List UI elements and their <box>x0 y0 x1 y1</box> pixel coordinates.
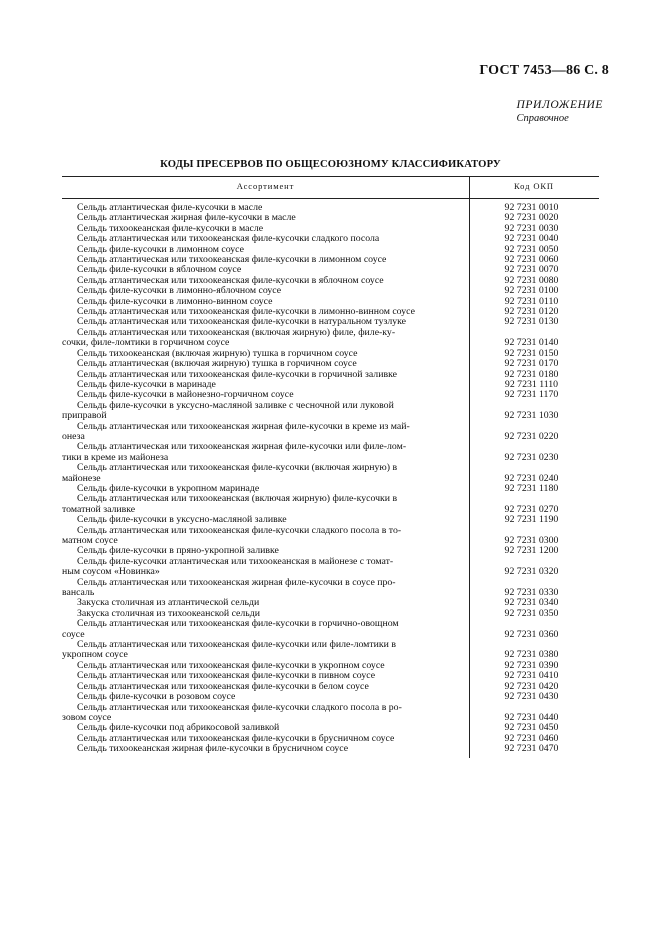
okp-code-cell: 92 7231 0130 <box>504 316 559 328</box>
annex-title: ПРИЛОЖЕНИЕ <box>516 99 603 111</box>
okp-code-cell: 92 7231 0430 <box>504 691 559 703</box>
okp-code-cell: 92 7231 0300 <box>504 535 559 546</box>
okp-code-cell: 92 7231 0230 <box>504 451 559 463</box>
column-header-assortment: Ассортимент <box>236 181 295 191</box>
assortment-cell: Сельдь атлантическая или тихоокеанская филе-кусочки в лимонно-винном соусе <box>77 306 415 318</box>
okp-code-cell: 92 7231 0360 <box>504 628 559 640</box>
assortment-cell: Сельдь атлантическая или тихоокеанская жирная филе-кусочки в соусе про- вансаль <box>62 576 396 599</box>
okp-code-cell: 92 7231 1110 <box>504 378 559 390</box>
okp-code-cell: 92 7231 1190 <box>504 514 559 526</box>
assortment-cell: Сельдь атлантическая или тихоокеанская жирная филе-кусочки или филе-лом- тики в креме из майонеза <box>62 441 407 463</box>
table-row <box>62 494 599 515</box>
okp-code-cell: 92 7231 0350 <box>504 607 559 619</box>
okp-code-cell: 92 7231 0390 <box>504 659 559 671</box>
okp-code-cell: 92 7231 0170 <box>504 358 559 370</box>
table-row <box>62 328 599 349</box>
assortment-cell: Сельдь тихоокеанская жирная филе-кусочки в брусничном соусе <box>77 743 349 755</box>
okp-code-cell: 92 7231 0420 <box>504 680 559 692</box>
assortment-cell: Сельдь атлантическая жирная филе-кусочки в масле <box>77 212 296 224</box>
okp-code-cell: 92 7231 1180 <box>504 482 559 494</box>
okp-code-cell: 92 7231 0470 <box>504 743 559 755</box>
okp-code-cell: 92 7231 0060 <box>504 254 559 266</box>
assortment-cell: Сельдь атлантическая или тихоокеанская филе-кусочки сладкого посола в то- матном соусе <box>62 524 402 546</box>
assortment-cell: Сельдь филе-кусочки в уксусно-масляной заливке с чесночной или луковой приправой <box>62 399 394 422</box>
assortment-cell: Сельдь атлантическая или тихоокеанская филе-кусочки сладкого посола в ро- зовом соусе <box>62 701 402 723</box>
okp-code-cell: 92 7231 0380 <box>504 649 559 661</box>
table-row <box>62 359 599 369</box>
okp-code-cell: 92 7231 0340 <box>504 597 559 609</box>
column-header-code: Код ОКП <box>514 181 554 191</box>
assortment-cell: Сельдь филе-кусочки в лимонно-винном соусе <box>77 295 273 307</box>
assortment-cell: Сельдь филе-кусочки в уксусно-масляной заливке <box>77 514 287 526</box>
assortment-cell: Сельдь атлантическая или тихоокеанская филе-кусочки в горчично-овощном соусе <box>62 618 399 640</box>
table-row <box>62 744 599 754</box>
okp-code-cell: 92 7231 0080 <box>504 274 559 286</box>
annex-label <box>517 99 603 125</box>
assortment-cell: Сельдь тихоокеанская филе-кусочки в масле <box>77 222 264 234</box>
okp-code-cell: 92 7231 1200 <box>504 545 559 557</box>
table-title: КОДЫ ПРЕСЕРВОВ ПО ОБЩЕСОЮЗНОМУ КЛАССИФИКАТОРУ <box>160 159 501 170</box>
okp-code-cell: 92 7231 0180 <box>504 368 559 380</box>
table-row <box>62 557 599 578</box>
okp-code-cell: 92 7231 0110 <box>504 295 559 307</box>
table-row <box>62 422 599 443</box>
table-row <box>62 442 599 463</box>
assortment-cell: Сельдь атлантическая или тихоокеанская (включая жирную) филе-кусочки в томатной заливке <box>62 493 398 515</box>
assortment-cell: Сельдь филе-кусочки атлантическая или тихоокеанская в майонезе с томат- ным соусом «Новинка» <box>62 555 394 578</box>
assortment-cell: Сельдь филе-кусочки в майонезно-горчичном соусе <box>77 389 294 401</box>
okp-code-cell: 92 7231 1170 <box>504 389 559 401</box>
okp-code-cell: 92 7231 0410 <box>504 670 559 682</box>
table-header <box>62 176 599 199</box>
assortment-cell: Сельдь атлантическая или тихоокеанская филе-кусочки в укропном соусе <box>77 659 385 671</box>
okp-code-cell: 92 7231 0440 <box>504 711 559 723</box>
table-row <box>62 619 599 640</box>
okp-code-cell: 92 7231 0030 <box>504 222 559 234</box>
okp-code-cell: 92 7231 0330 <box>504 587 559 599</box>
okp-code-cell: 92 7231 0040 <box>504 233 559 245</box>
okp-code-cell: 92 7231 0320 <box>504 566 559 578</box>
assortment-cell: Сельдь атлантическая или тихоокеанская филе-кусочки в лимонном соусе <box>77 254 387 266</box>
assortment-cell: Сельдь филе-кусочки в маринаде <box>77 378 216 390</box>
table-row <box>62 692 599 702</box>
okp-code-cell: 92 7231 0220 <box>504 430 559 442</box>
assortment-cell: Сельдь атлантическая или тихоокеанская филе-кусочки или филе-ломтики в укропном соусе <box>62 639 396 661</box>
okp-code-cell: 92 7231 0050 <box>504 243 559 255</box>
table-row <box>62 401 599 422</box>
assortment-cell: Сельдь филе-кусочки в пряно-укропной заливке <box>77 545 279 557</box>
okp-code-cell: 92 7231 0140 <box>504 337 559 349</box>
assortment-cell: Сельдь филе-кусочки в яблочном соусе <box>77 264 242 276</box>
annex-subtitle: Справочное <box>516 113 569 124</box>
assortment-cell: Сельдь атлантическая или тихоокеанская (включая жирную) филе, филе-ку- сочки, филе-ломтики в горчичном соусе <box>62 326 396 349</box>
assortment-cell: Закуска столичная из атлантической сельди <box>77 597 260 609</box>
table-body <box>62 203 599 755</box>
assortment-cell: Сельдь атлантическая или тихоокеанская филе-кусочки сладкого посола <box>77 233 380 245</box>
assortment-cell: Сельдь атлантическая или тихоокеанская филе-кусочки в натуральном тузлуке <box>77 316 406 328</box>
okp-code-cell: 92 7231 0270 <box>504 503 559 515</box>
okp-code-cell: 92 7231 0120 <box>504 306 559 318</box>
assortment-cell: Сельдь атлантическая или тихоокеанская филе-кусочки (включая жирную) в майонезе <box>62 462 398 484</box>
okp-code-cell: 92 7231 0450 <box>504 722 559 734</box>
assortment-cell: Сельдь тихоокеанская (включая жирную) тушка в горчичном соусе <box>77 347 358 359</box>
assortment-cell: Сельдь филе-кусочки в лимонно-яблочном соусе <box>77 285 282 297</box>
assortment-cell: Сельдь филе-кусочки в розовом соусе <box>77 691 236 703</box>
table-row <box>62 578 599 599</box>
table-row <box>62 463 599 484</box>
okp-code-cell: 92 7231 0010 <box>504 202 559 213</box>
okp-code-cell: 92 7231 1030 <box>504 410 559 422</box>
assortment-cell: Закуска столичная из тихоокеанской сельди <box>77 607 260 619</box>
assortment-cell: Сельдь атлантическая или тихоокеанская жирная филе-кусочки в креме из май- онеза <box>62 420 410 442</box>
assortment-cell: Сельдь атлантическая или тихоокеанская филе-кусочки в пивном соусе <box>77 670 376 682</box>
table-row <box>62 703 599 724</box>
okp-code-cell: 92 7231 0100 <box>504 285 559 297</box>
okp-code-cell: 92 7231 0460 <box>504 732 559 744</box>
assortment-cell: Сельдь атлантическая (включая жирную) тушка в горчичном соусе <box>77 358 357 370</box>
assortment-cell: Сельдь атлантическая или тихоокеанская филе-кусочки в яблочном соусе <box>77 274 384 286</box>
document-code: ГОСТ 7453—86 С. 8 <box>479 63 609 78</box>
okp-code-cell: 92 7231 0020 <box>504 212 559 224</box>
assortment-cell: Сельдь атлантическая или тихоокеанская филе-кусочки в горчичной заливке <box>77 368 397 380</box>
assortment-cell: Сельдь филе-кусочки под абрикосовой заливкой <box>77 722 280 734</box>
okp-code-cell: 92 7231 0240 <box>504 472 559 484</box>
assortment-cell: Сельдь атлантическая филе-кусочки в масле <box>77 202 263 213</box>
okp-code-cell: 92 7231 0150 <box>504 347 559 359</box>
assortment-cell: Сельдь атлантическая или тихоокеанская филе-кусочки в брусничном соусе <box>77 732 395 744</box>
table-row <box>62 640 599 661</box>
okp-code-cell: 92 7231 0070 <box>504 264 559 276</box>
assortment-cell: Сельдь филе-кусочки в укропном маринаде <box>77 482 260 494</box>
assortment-cell: Сельдь атлантическая или тихоокеанская филе-кусочки в белом соусе <box>77 680 369 692</box>
table-row <box>62 526 599 547</box>
assortment-cell: Сельдь филе-кусочки в лимонном соусе <box>77 243 244 255</box>
